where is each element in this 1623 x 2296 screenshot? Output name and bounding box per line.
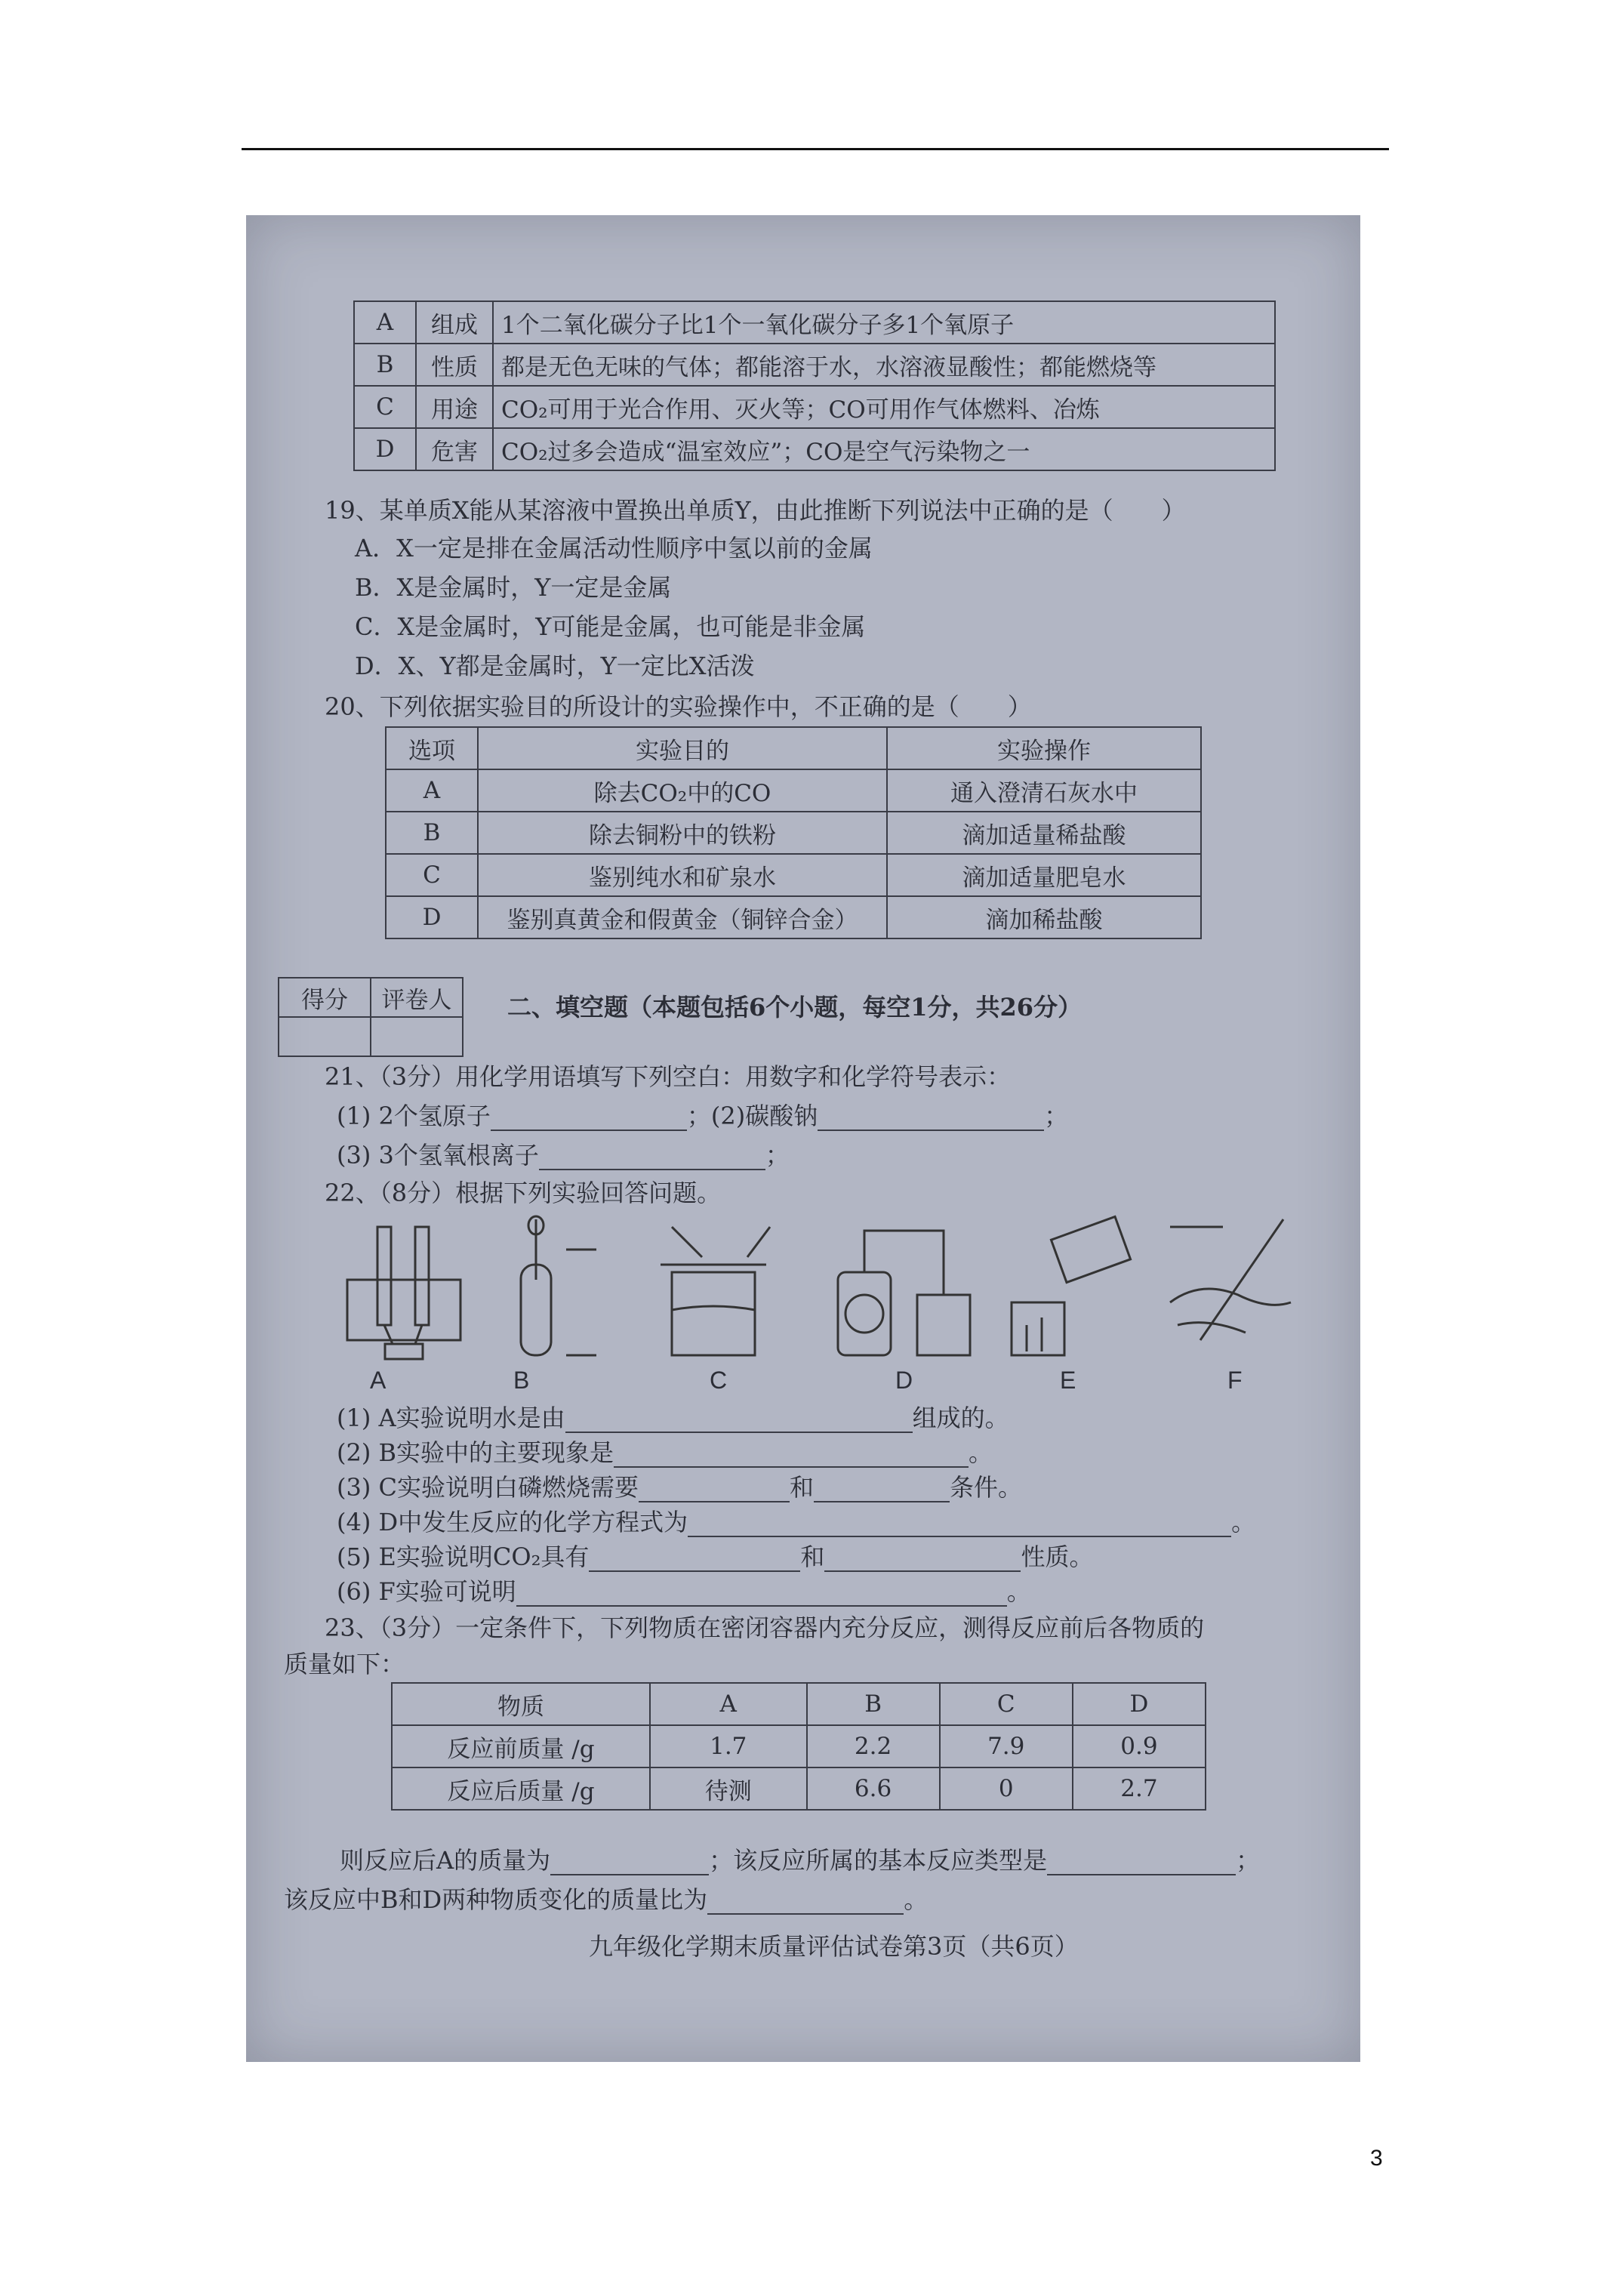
table-row [386,896,1201,938]
column-header: 物质 [392,1683,650,1725]
figure-b-test-tube-icon [483,1212,627,1363]
q19-option-c: C．X是金属时，Y可能是金属，也可能是非金属 [355,612,866,641]
q20-stem: 20、下列依据实验目的所设计的实验操作中，不正确的是（ ） [325,692,1032,721]
column-header: A [650,1683,807,1725]
q23-stem-line-1: 23、（3分）一定条件下，下列物质在密闭容器内充分反应，测得反应前后各物质的 [325,1613,1205,1642]
table-cell: 通入澄清石灰水中 [887,769,1201,812]
q23-text: 则反应后A的质量为 [340,1846,551,1875]
table-cell: 2.7 [1073,1767,1206,1810]
table-cell: 2.2 [807,1725,940,1767]
table-row [279,1017,463,1056]
table-header-row [386,727,1201,769]
exam-footer: 九年级化学期末质量评估试卷第3页（共6页） [589,1932,1079,1961]
category-cell: 性质 [416,344,493,386]
score-box [278,977,463,1057]
table-cell: B [386,812,478,854]
figure-e-pouring-gas-icon [996,1212,1140,1363]
score-blank [279,1017,371,1056]
table-cell: 6.6 [807,1767,940,1810]
q22-line-5 [337,1542,1093,1572]
table-row [354,386,1275,428]
q21-line-2 [337,1140,790,1170]
figure-label-c: C [710,1367,728,1394]
option-cell: A [354,301,416,344]
q22-text: 和 [800,1542,825,1571]
answer-blank[interactable] [589,1545,800,1572]
section-2-title: 二、填空题（本题包括6个小题，每空1分，共26分） [507,993,1083,1022]
q22-text: 组成的。 [912,1404,1009,1432]
statement-cell: CO₂可用于光合作用、灭火等；CO可用作气体燃料、冶炼 [493,386,1275,428]
column-header: C [940,1683,1073,1725]
q19-option-d: D．X、Y都是金属时，Y一定比X活泼 [355,652,755,680]
table-cell: 7.9 [940,1725,1073,1767]
grader-label: 评卷人 [371,978,463,1017]
table-row [386,854,1201,896]
q22-line-6 [337,1576,1031,1607]
figure-a-electrolysis-icon [332,1212,476,1363]
table-cell: D [386,896,478,938]
statement-cell: CO₂过多会造成“温室效应”；CO是空气污染物之一 [493,428,1275,470]
q22-text: (3) C实验说明白磷燃烧需要 [337,1473,639,1502]
figure-d-gas-apparatus-icon [830,1212,974,1363]
answer-blank[interactable] [516,1579,1007,1607]
q22-line-1 [337,1403,1009,1433]
option-cell: D [354,428,416,470]
punctuation: ； [1044,1102,1069,1130]
column-header: 实验操作 [887,727,1201,769]
answer-blank[interactable] [614,1441,969,1468]
table-row [386,769,1201,812]
q23-mass-table [391,1682,1206,1811]
table-cell: 滴加适量肥皂水 [887,854,1201,896]
table-cell: 除去CO₂中的CO [478,769,887,812]
statement-cell: 1个二氧化碳分子比1个一氧化碳分子多1个氧原子 [493,301,1275,344]
table-row [354,428,1275,470]
table-cell: 1.7 [650,1725,807,1767]
q22-text: 条件。 [950,1473,1023,1502]
q23-stem-line-2: 质量如下： [284,1650,405,1678]
q23-text: ； [1236,1846,1261,1875]
table-cell: 0.9 [1073,1725,1206,1767]
q18-table [353,300,1276,471]
table-cell: 反应后质量 /g [392,1767,650,1810]
grader-blank [371,1017,463,1056]
q23-line-1 [340,1845,1260,1875]
q22-text: (4) D中发生反应的化学方程式为 [337,1508,688,1536]
table-cell: 待测 [650,1767,807,1810]
answer-blank[interactable] [818,1104,1044,1131]
q23-text: 。 [904,1885,929,1914]
category-cell: 组成 [416,301,493,344]
q19-stem: 19、某单质X能从某溶液中置换出单质Y，由此推断下列说法中正确的是（ ） [325,496,1186,525]
table-cell: 鉴别纯水和矿泉水 [478,854,887,896]
q22-line-4 [337,1507,1255,1537]
figure-label-f: F [1227,1367,1243,1394]
figure-f-hand-experiment-icon [1155,1212,1298,1363]
figure-c-phosphorus-combustion-icon [642,1212,785,1363]
q19-option-a: A．X一定是排在金属活动性顺序中氢以前的金属 [355,534,873,562]
table-row [392,1767,1206,1810]
q22-line-2 [337,1438,993,1468]
q22-text: 。 [1231,1508,1256,1536]
column-header: D [1073,1683,1206,1725]
score-label: 得分 [279,978,371,1017]
q22-stem: 22、（8分）根据下列实验回答问题。 [325,1179,722,1207]
answer-blank[interactable] [491,1104,687,1131]
q19-option-b: B．X是金属时，Y一定是金属 [355,573,672,602]
table-cell: 0 [940,1767,1073,1810]
q21-part-3-label: (3) 3个氢氧根离子 [337,1141,539,1170]
table-row [386,812,1201,854]
answer-blank[interactable] [1047,1848,1236,1875]
figure-label-a: A [370,1367,387,1394]
q22-text: 。 [969,1438,993,1467]
category-cell: 用途 [416,386,493,428]
q21-stem: 21、（3分）用化学用语填写下列空白：用数字和化学符号表示： [325,1062,1012,1091]
figure-label-d: D [895,1367,913,1394]
header-rule [242,148,1389,150]
punctuation: ； [765,1141,790,1170]
q20-table [385,726,1202,939]
table-cell: 滴加适量稀盐酸 [887,812,1201,854]
table-cell: 除去铜粉中的铁粉 [478,812,887,854]
q22-text: 。 [1006,1577,1031,1606]
q23-text: ；该反应所属的基本反应类型是 [709,1846,1048,1875]
answer-blank[interactable] [688,1510,1231,1537]
table-row [354,344,1275,386]
column-header: 选项 [386,727,478,769]
q22-text: 和 [790,1473,815,1502]
q21-part-2-label: ；(2)碳酸钠 [686,1102,818,1130]
table-row [392,1725,1206,1767]
table-cell: A [386,769,478,812]
page-number: 3 [1370,2146,1383,2171]
column-header: 实验目的 [478,727,887,769]
figure-label-b: B [513,1367,530,1394]
answer-blank[interactable] [639,1475,790,1502]
answer-blank[interactable] [550,1848,709,1875]
statement-cell: 都是无色无味的气体；都能溶于水，水溶液显酸性；都能燃烧等 [493,344,1275,386]
table-cell: C [386,854,478,896]
q22-text: (6) F实验可说明 [337,1577,516,1606]
column-header: B [807,1683,940,1725]
figure-label-e: E [1060,1367,1076,1394]
q22-text: (1) A实验说明水是由 [337,1404,565,1432]
q23-text: 该反应中B和D两种物质变化的质量比为 [284,1885,708,1914]
option-cell: C [354,386,416,428]
answer-blank[interactable] [565,1406,913,1433]
table-cell: 滴加稀盐酸 [887,896,1201,938]
q22-text: (2) B实验中的主要现象是 [337,1438,614,1467]
option-cell: B [354,344,416,386]
answer-blank[interactable] [539,1143,765,1170]
q22-text: 性质。 [1021,1542,1094,1571]
table-header-row [392,1683,1206,1725]
category-cell: 危害 [416,428,493,470]
q22-line-3 [337,1472,1022,1502]
table-row [279,978,463,1017]
answer-blank[interactable] [707,1888,904,1915]
q21-line-1 [337,1101,1068,1131]
answer-blank[interactable] [814,1475,950,1502]
q21-part-1-label: (1) 2个氢原子 [337,1102,491,1130]
q23-line-2 [284,1885,928,1915]
table-cell: 鉴别真黄金和假黄金（铜锌合金） [478,896,887,938]
table-row [354,301,1275,344]
q22-text: (5) E实验说明CO₂具有 [337,1542,590,1571]
table-cell: 反应前质量 /g [392,1725,650,1767]
answer-blank[interactable] [824,1545,1021,1572]
